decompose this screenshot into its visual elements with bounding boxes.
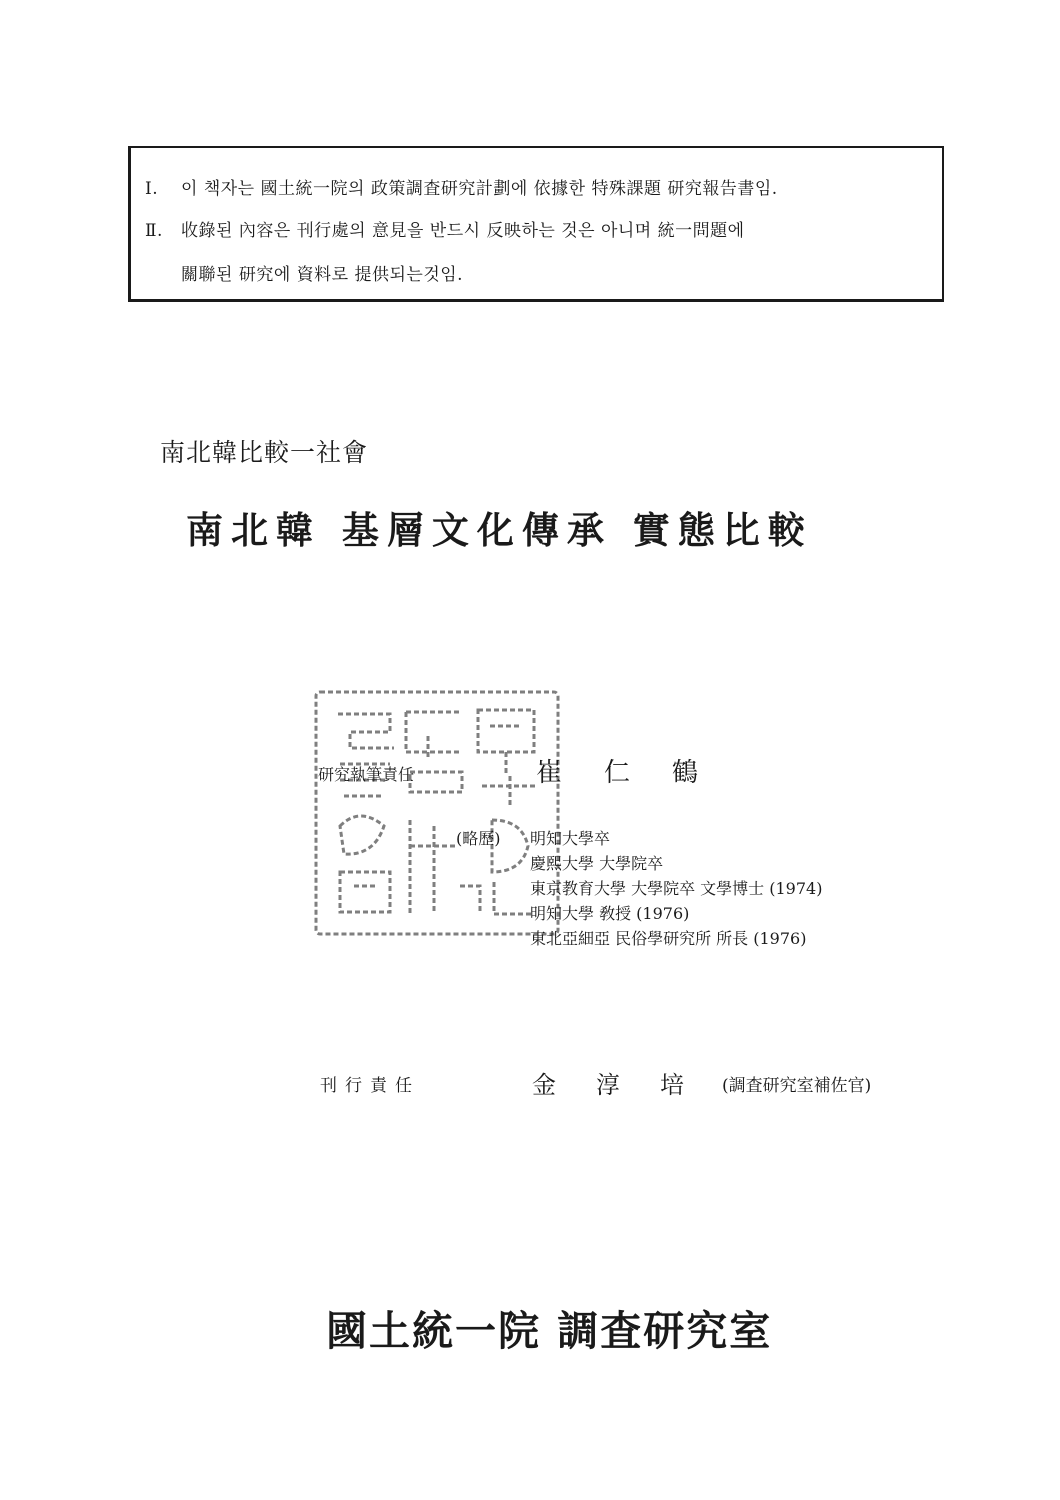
author-label: 研究執筆責任 xyxy=(318,765,415,784)
author-name: 崔仁鶴 xyxy=(536,758,741,788)
notice-item-1 xyxy=(145,174,778,199)
report-title: 南北韓 基層文化傳承 實態比較 xyxy=(186,508,813,552)
publisher-name: 金淳培 xyxy=(532,1071,724,1099)
career-item: 明知大學卒 xyxy=(530,829,611,848)
notice-text: 이 책자는 國土統一院의 政策調査研究計劃에 依據한 特殊課題 研究報告書임. xyxy=(181,179,778,199)
career-item: 明知大學 敎授 (1976) xyxy=(530,904,690,923)
notice-box xyxy=(128,146,944,302)
institution-name: 國土統一院 調査研究室 xyxy=(326,1307,773,1355)
notice-item-2-continued xyxy=(181,260,463,285)
publisher-label: 刊行責任 xyxy=(320,1076,420,1096)
career-list xyxy=(530,826,822,951)
career-item: 東北亞細亞 民俗學研究所 所長 (1976) xyxy=(530,929,807,948)
notice-text: 收錄된 內容은 刊行處의 意見을 반드시 反映하는 것은 아니며 統一問題에 xyxy=(181,221,745,241)
career-item: 慶熙大學 大學院卒 xyxy=(530,854,664,873)
career-label: (略歷) xyxy=(456,829,501,848)
notice-item-2 xyxy=(145,216,745,241)
notice-number: Ⅱ. xyxy=(145,221,163,241)
notice-text: 關聯된 研究에 資料로 提供되는것임. xyxy=(181,265,464,285)
publisher-role: (調査研究室補佐官) xyxy=(722,1076,872,1096)
library-stamp-seal xyxy=(310,686,564,940)
notice-number: Ⅰ. xyxy=(145,179,159,199)
career-item: 東京教育大學 大學院卒 文學博士 (1974) xyxy=(530,879,823,898)
series-title: 南北韓比較一社會 xyxy=(160,438,369,467)
